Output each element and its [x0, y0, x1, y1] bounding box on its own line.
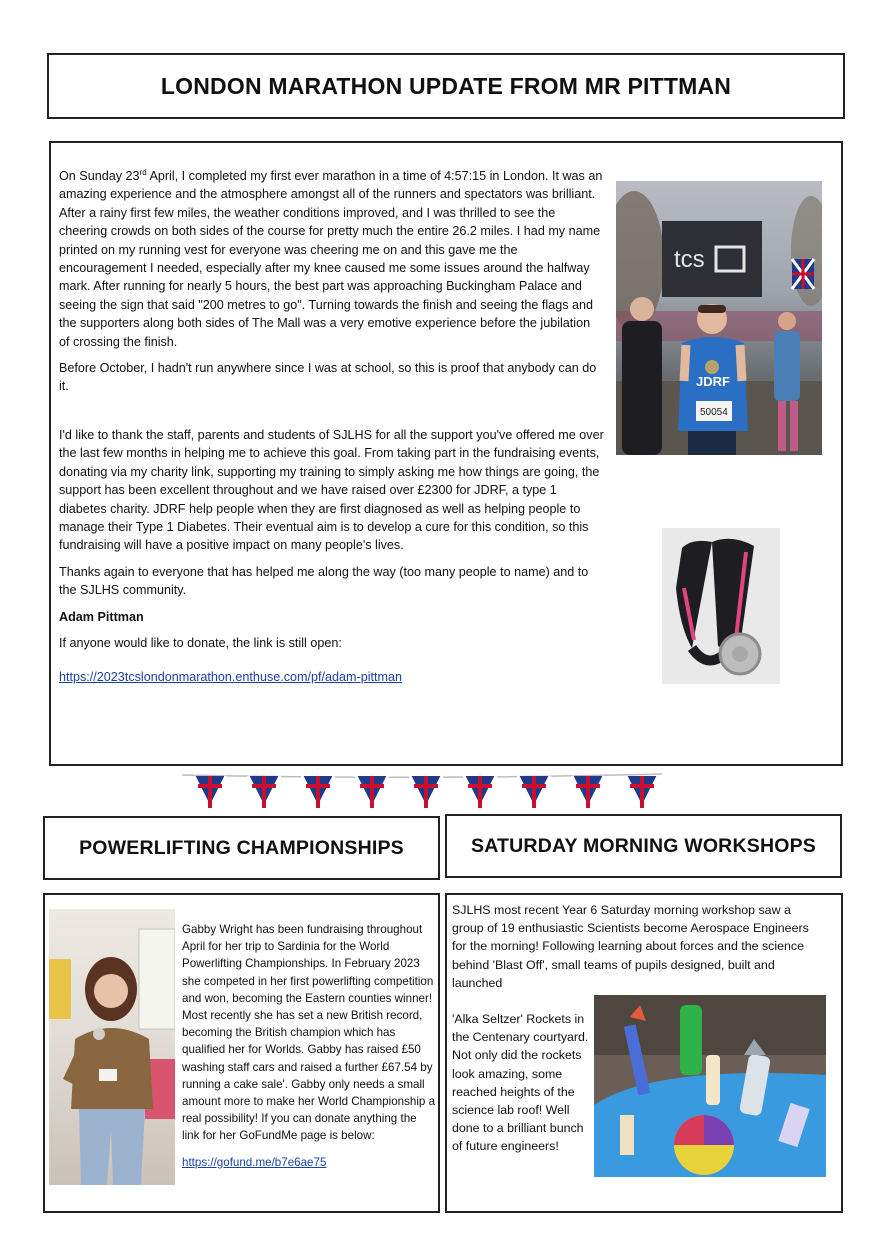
bunting-flag	[302, 776, 334, 808]
marathon-paragraph-2: Before October, I hadn't run anywhere since I was at school, so this is proof that anybody can do it.	[59, 361, 597, 394]
union-jack-bunting	[182, 768, 662, 812]
workshops-article	[445, 893, 843, 1213]
powerlifting-article	[43, 893, 440, 1213]
bunting-flag	[572, 776, 604, 808]
workshops-text-top: SJLHS most recent Year 6 Saturday morning workshop saw a group of 19 enthusiastic Scientists become Aerospace Engineers for the morning! Following learning about forces and the science behind 'Blast Off', small teams of pupils designed, built and launched	[452, 903, 809, 990]
bunting-flag	[410, 776, 442, 808]
bunting-divider	[182, 768, 662, 812]
bunting-flag	[464, 776, 496, 808]
powerlifting-text-block	[182, 921, 436, 1179]
donate-intro: If anyone would like to donate, the link is still open:	[59, 635, 342, 650]
marathon-paragraph-4: Thanks again to everyone that has helped me along the way (too many people to name) and to the SJLHS community.	[59, 564, 589, 598]
runner-photo	[616, 181, 822, 455]
bunting-flag	[356, 776, 388, 808]
bunting-flag	[248, 776, 280, 808]
marathon-paragraph-1: On Sunday 23rd April, I completed my first ever marathon in a time of 4:57:15 in London. It was an amazing experience and the atmosphere amongst all of the runners and spectators was brilliant. After a rainy first few miles, the weather conditions improved, and I was thrilled to see the cheering crowds on both sides of the course for pretty much the entire 26.2 miles. I had my name printed on my running vest for everyone was cheering me on and this gave me the encouragement I needed, especially after my knee caused me some issues around the halfway mark. After running for nearly 5 hours, the best part was approaching Buckingham Palace and seeing the sign that said "200 metres to go". Turning towards the finish and seeing the flags and the supporters along both sides of The Mall was a very emotive experience before the jubilation of crossing the finish.	[59, 167, 603, 349]
rockets-photo	[594, 995, 826, 1177]
gabby-photo	[49, 909, 175, 1185]
gabby-scene	[49, 909, 175, 1185]
svg-text:50054: 50054	[700, 407, 728, 418]
powerlifting-text: Gabby Wright has been fundraising throughout April for her trip to Sardinia for the World Powerlifting Championships. In February 2023 she competed in her first powerlifting competition and won, becoming the Eastern counties winner! Most recently she has set a new British record, becoming the British champion which has qualified her for Worlds. Gabby has raised £50 washing staff cars and raised a further £67.54 by running a cake sale'. Gabby only needs a small amount more to make her World Championship a real possibility! If you can donate anything the link for her GoFundMe page is below:	[182, 923, 436, 1143]
marathon-paragraph-3: I'd like to thank the staff, parents and students of SJLHS for all the support you've offered me over the last few months in helping me to achieve this goal. From taking part in the fundraising events, donating via my charity link, supporting my training to simply asking me how things are going, the support has been excellent throughout and we have raised over £2300 for JDRF, a type 1 diabetes charity. JDRF help people when they are first diagnosed as well as helping people to manage their Type 1 Diabetes. Their eventual aim is to develop a cure for this condition, so this fundraising will have a positive impact on many people's lives.	[59, 427, 604, 553]
marathon-title: LONDON MARATHON UPDATE FROM MR PITTMAN	[160, 72, 732, 99]
bunting-flag	[194, 776, 226, 808]
signature: Adam Pittman	[59, 609, 144, 624]
medal-scene	[662, 528, 780, 684]
powerlifting-title: POWERLIFTING CHAMPIONSHIPS	[79, 836, 404, 859]
bunting-flag	[626, 776, 658, 808]
marathon-title-box	[47, 53, 845, 119]
marathon-article	[49, 141, 843, 766]
marathon-text	[59, 167, 604, 695]
bunting-flag	[518, 776, 550, 808]
workshops-text-side: 'Alka Seltzer' Rockets in the Centenary courtyard. Not only did the rockets look amazing, some reached heights of the science lab roof! Well done to a brilliant bunch of future engineers!	[452, 1012, 589, 1154]
svg-text:JDRF: JDRF	[696, 374, 730, 389]
runner-scene	[616, 181, 822, 455]
workshops-title-box	[445, 814, 842, 878]
svg-text:tcs: tcs	[674, 246, 705, 273]
workshops-title: SATURDAY MORNING WORKSHOPS	[470, 834, 817, 857]
gofundme-link[interactable]: https://gofund.me/b7e6ae75	[182, 1155, 327, 1169]
rockets-scene	[594, 995, 826, 1177]
marathon-donate-link[interactable]: https://2023tcslondonmarathon.enthuse.com/pf/adam-pittman	[59, 670, 403, 685]
powerlifting-title-box	[43, 816, 440, 880]
medal-photo	[662, 528, 780, 684]
